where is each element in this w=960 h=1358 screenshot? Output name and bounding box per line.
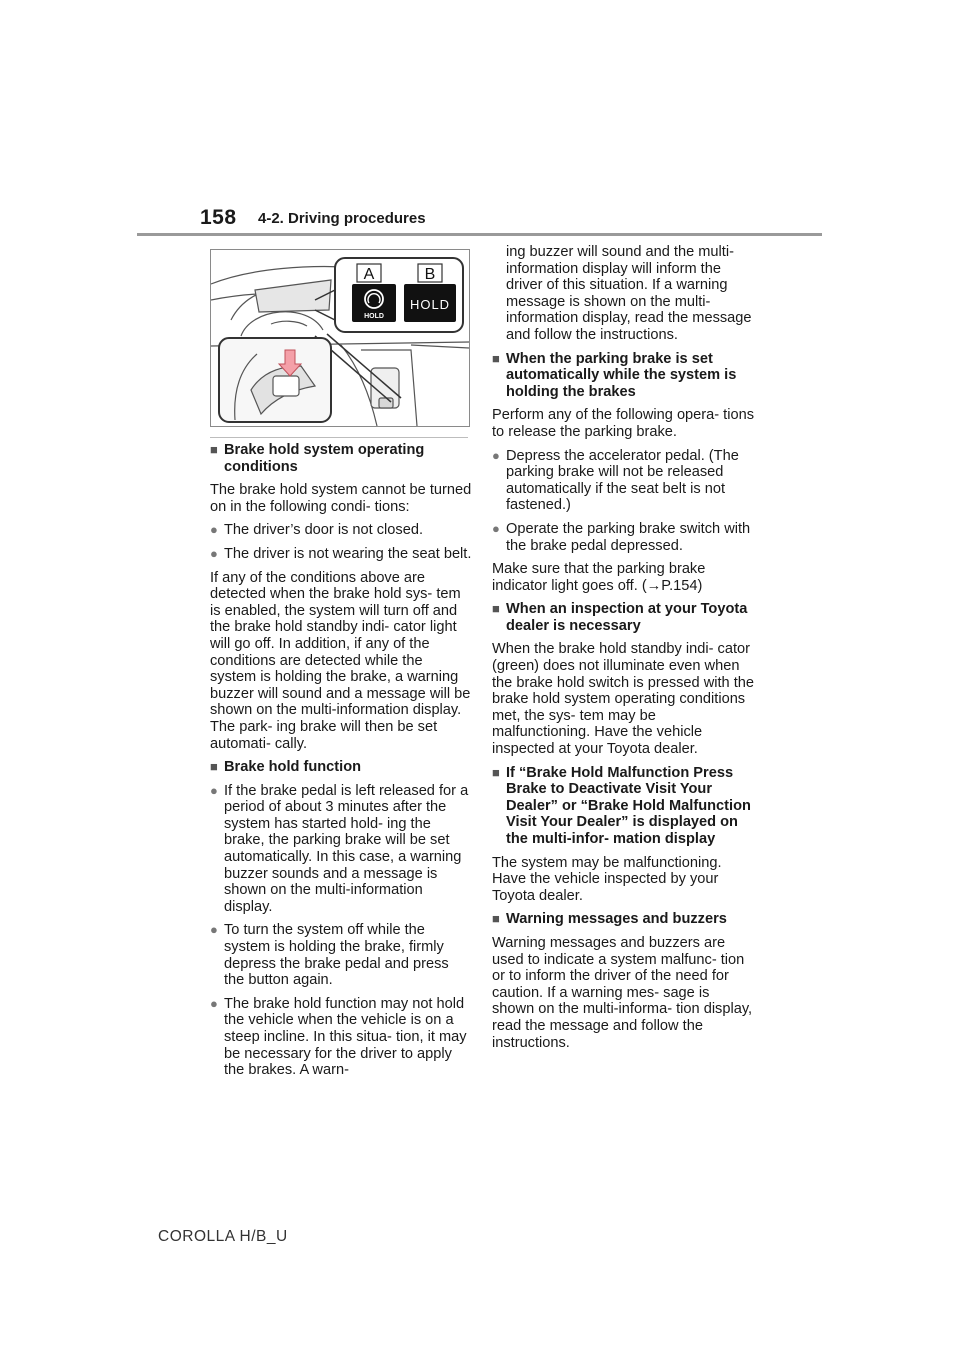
heading-malfunction-message: ■ If “Brake Hold Malfunction Press Brake to Deactivate Visit Your Dealer” or “Brake Hold Malfunction Visit Your Dealer” is displayed on the multi-infor- mation display: [492, 764, 751, 847]
square-bullet-icon: ■: [492, 601, 500, 617]
list-item: ● The brake hold function may not hold the vehicle when the vehicle is on a steep incline. In this situa- tion, it may be necessary for the driver to apply the brakes. A warn-: [210, 995, 467, 1079]
paragraph: When the brake hold standby indi- cator (green) does not illuminate even when the brake hold switch is pressed with the brake hold system operating conditions met, the sys- tem may be malfunctioning. Have the vehicle inspected at your Toyota dealer.: [492, 641, 755, 758]
square-bullet-icon: ■: [492, 911, 500, 927]
dashboard-illustration: [210, 249, 470, 427]
bullet-icon: ●: [492, 447, 500, 463]
list-item: ● If the brake pedal is left released for a period of about 3 minutes after the system has started hold- ing the brake, the parking brake will be set automatically. In this case, a warning buzzer sounds and a message is shown on the multi-information display.: [210, 782, 469, 915]
bullet-icon: ●: [492, 520, 500, 536]
page-header: [200, 206, 820, 234]
bullet-icon: ●: [210, 922, 218, 938]
section-title: 4-2. Driving procedures: [258, 210, 426, 227]
label-b: B: [424, 266, 436, 283]
figure-divider: [210, 437, 468, 438]
square-bullet-icon: ■: [210, 759, 218, 775]
list-item-continued: ing buzzer will sound and the multi-information display will inform the driver of this situation. If a warning message is shown on the multi-information display, read the message and follow the instructions.: [506, 244, 752, 343]
list-item: ● Depress the accelerator pedal. (The parking brake will not be released automatically if the seat belt is not fastened.): [492, 447, 739, 514]
footer-model: COROLLA H/B_U: [158, 1228, 288, 1245]
bullet-icon: ●: [210, 995, 218, 1011]
label-a: A: [363, 266, 375, 283]
paragraph: The system may be malfunctioning. Have the vehicle inspected by your Toyota dealer.: [492, 854, 722, 904]
hold-icon-text-a: HOLD: [364, 313, 384, 320]
list-item: ● The driver is not wearing the seat belt.: [210, 545, 472, 562]
paragraph: Make sure that the parking brake indicator light goes off. (→P.154): [492, 561, 706, 594]
heading-brake-hold-function: ■ Brake hold function: [210, 759, 362, 776]
list-item: ● To turn the system off while the system is holding the brake, firmly depress the brake pedal and press the button again.: [210, 922, 449, 989]
bullet-icon: ●: [210, 522, 218, 538]
heading-parking-brake-set: ■ When the parking brake is set automatically while the system is holding the brakes: [492, 350, 737, 400]
square-bullet-icon: ■: [492, 764, 500, 780]
paragraph: If any of the conditions above are detected when the brake hold sys- tem is enabled, the system will turn off and the brake hold standby indi- cator light will go off. In addition, if any of the conditions are detected while the system is holding the brake, a warning buzzer will sound and a message will be shown on the multi-information display. The park- ing brake will then be set automati- cally.: [210, 569, 471, 752]
paragraph: Perform any of the following opera- tions to release the parking brake.: [492, 407, 755, 440]
page-number: 158: [200, 206, 237, 229]
square-bullet-icon: ■: [210, 442, 218, 457]
square-bullet-icon: ■: [492, 350, 500, 366]
bullet-icon: ●: [210, 782, 218, 798]
header-rule: [137, 233, 822, 236]
heading-operating-conditions: ■ Brake hold system operating conditions: [210, 442, 425, 475]
dashboard-drawing: [211, 250, 469, 426]
right-column: [492, 244, 754, 1058]
paragraph: Warning messages and buzzers are used to indicate a system malfunc- tion or to inform the driver of the need for caution. If a warning mes- sage is shown on the multi-informa- tion display, read the message and follow the instructions.: [492, 934, 753, 1051]
list-item: ● The driver’s door is not closed.: [210, 522, 424, 539]
hold-icon-text-b: HOLD: [409, 297, 451, 312]
left-column: [210, 442, 472, 1086]
paragraph: The brake hold system cannot be turned on in the following condi- tions:: [210, 482, 472, 515]
heading-inspection: ■ When an inspection at your Toyota dealer is necessary: [492, 601, 748, 634]
heading-warning-messages: ■ Warning messages and buzzers: [492, 911, 727, 928]
bullet-icon: ●: [210, 545, 218, 561]
list-item: ● Operate the parking brake switch with the brake pedal depressed.: [492, 520, 751, 554]
